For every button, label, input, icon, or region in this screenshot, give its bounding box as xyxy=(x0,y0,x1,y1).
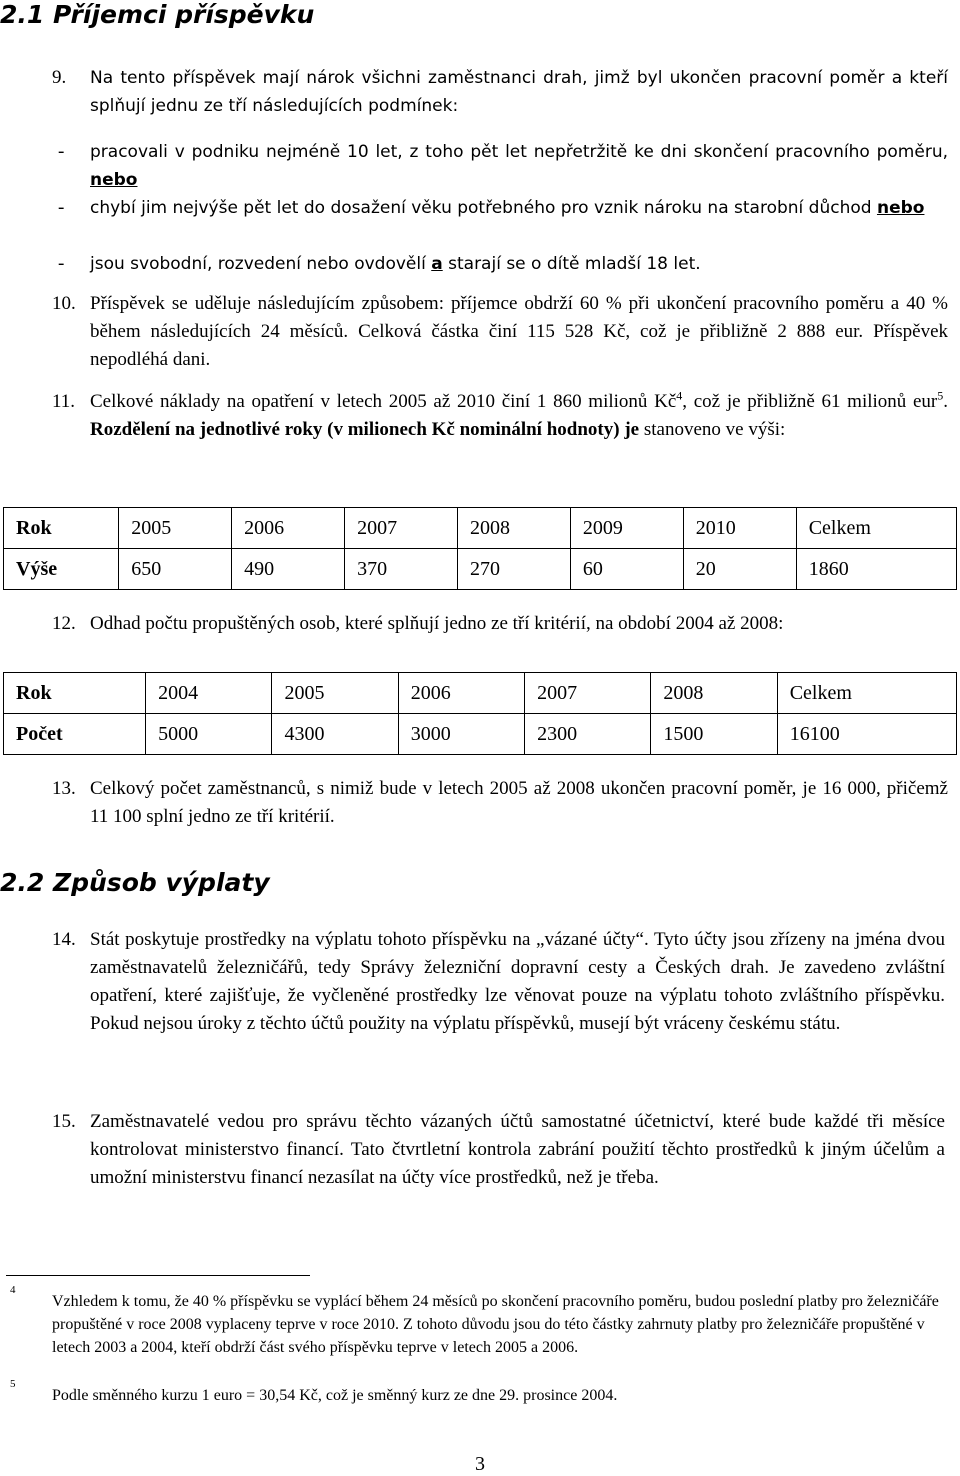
table-cell: 1860 xyxy=(796,549,956,590)
table-row xyxy=(4,549,957,590)
footnote-number: 5 xyxy=(10,1378,16,1390)
paragraph-number: 14. xyxy=(52,929,76,950)
table-cell: 370 xyxy=(345,549,458,590)
table-cell: 2006 xyxy=(398,673,524,714)
table-cell: 5000 xyxy=(146,714,272,755)
table-cell: 2005 xyxy=(119,508,232,549)
table-cell: 2006 xyxy=(232,508,345,549)
paragraph-14: Stát poskytuje prostředky na výplatu tohoto příspěvku na „vázané účty“. Tyto účty jsou zřízeny na jména dvou zaměstnavatelů železničářů, tedy Správy železniční dopravní cesty a Českých drah. Je zavedeno zvláštní opatření, které zajišťuje, že vyčleněné prostředky lze věnovat pouze na výplatu tohoto zvláštního příspěvku. Pokud nejsou úroky z těchto účtů použity na výplatu příspěvků, musejí být vráceny českému státu. xyxy=(90,929,945,1034)
table-cell: 2300 xyxy=(525,714,651,755)
table-row xyxy=(4,673,957,714)
table-cell: 270 xyxy=(457,549,570,590)
paragraph-11: Celkové náklady na opatření v letech 2005 až 2010 činí 1 860 milionů $Kč^4$, což je přibližně 61 milionů eur$^5$. Rozdělení na jednotlivé roky (v milionech Kč nominální hodnoty) je stanoveno ve výši: xyxy=(90,388,949,440)
footnote-number: 4 xyxy=(10,1284,16,1296)
condition-1: pracovali v podniku nejméně 10 let, z toho pět let nepřetržitě ke dni skončení pracovního poměru, nebo xyxy=(90,142,948,190)
table-cell: 2008 xyxy=(457,508,570,549)
paragraph-number: 15. xyxy=(52,1111,76,1132)
list-dash: - xyxy=(58,253,65,274)
row-header-cell: Výše xyxy=(4,549,119,590)
heading-recipients: 2.1 Příjemci příspěvku xyxy=(0,0,315,29)
paragraph-number: 13. xyxy=(52,778,76,799)
paragraph-13: Celkový počet zaměstnanců, s nimiž bude v letech 2005 až 2008 ukončen pracovní poměr, je 16 000, přičemž 11 100 splní jedno ze tří kritérií. xyxy=(90,778,948,827)
paragraph-number: 10. xyxy=(52,293,76,314)
paragraph-10: Příspěvek se uděluje následujícím způsobem: příjemce obdrží 60 % při ukončení pracovního poměru a 40 % během následujících 24 měsíců. Celková částka činí 115 528 Kč, což je přibližně 2 888 eur. Příspěvek nepodléhá dani. xyxy=(90,293,948,370)
table-row xyxy=(4,714,957,755)
row-header-cell: Počet xyxy=(4,714,146,755)
condition-2: chybí jim nejvýše pět let do dosažení věku potřebného pro vznik nároku na starobní důchod nebo xyxy=(90,198,925,218)
table-cell: 2007 xyxy=(345,508,458,549)
table-cell: 650 xyxy=(119,549,232,590)
table-cell: 2007 xyxy=(525,673,651,714)
footnote-5: Podle směnného kurzu 1 euro = 30,54 Kč, což je směnný kurz ze dne 29. prosince 2004. xyxy=(52,1387,618,1404)
table-cell: 16100 xyxy=(777,714,956,755)
footnote-4: Vzhledem k tomu, že 40 % příspěvku se vyplácí během 24 měsíců po skončení pracovního poměru, budou poslední platby pro železničáře propuštěné v roce 2008 vyplaceny teprve v roce 2010. Z tohoto důvodu jsou do této částky zahrnuty platby pro železničáře propuštěné v letech 2003 a 2004, kteří obdrží část svého příspěvku teprve v letech 2005 a 2006. xyxy=(52,1293,939,1356)
table-cell: 20 xyxy=(683,549,796,590)
table-cell: 3000 xyxy=(398,714,524,755)
table-row xyxy=(4,508,957,549)
paragraph-9-intro: Na tento příspěvek mají nárok všichni zaměstnanci drah, jimž byl ukončen pracovní poměr a kteří splňují jednu ze tří následujících podmínek: xyxy=(90,68,948,116)
table-cell: Celkem xyxy=(796,508,956,549)
table-cell: 60 xyxy=(570,549,683,590)
table-cell: 4300 xyxy=(272,714,398,755)
heading-payment-method: 2.2 Způsob výplaty xyxy=(0,868,270,897)
paragraph-number: 12. xyxy=(52,613,76,634)
table-cell: 2004 xyxy=(146,673,272,714)
table-cell: 2005 xyxy=(272,673,398,714)
page-number: 3 xyxy=(475,1453,485,1475)
table-cell: 2009 xyxy=(570,508,683,549)
condition-3: jsou svobodní, rozvedení nebo ovdovělí a starají se o dítě mladší 18 let. xyxy=(90,254,701,274)
table-cell: 2008 xyxy=(651,673,777,714)
headcount-table xyxy=(3,672,957,755)
list-dash: - xyxy=(58,141,65,162)
row-header-cell: Rok xyxy=(4,673,146,714)
paragraph-number: 9. xyxy=(52,67,67,88)
list-dash: - xyxy=(58,197,65,218)
paragraph-15: Zaměstnavatelé vedou pro správu těchto vázaných účtů samostatné účetnictví, které bude každé tři měsíce kontrolovat ministerstvo financí. Tato čtvrtletní kontrola zabrání použití těchto prostředků k jiným účelům a umožní ministerstvu financí nezasílat na účty více prostředků, než je třeba. xyxy=(90,1111,945,1188)
table-cell: 490 xyxy=(232,549,345,590)
paragraph-12: Odhad počtu propuštěných osob, které splňují jedno ze tří kritérií, na období 2004 až 2008: xyxy=(90,613,784,634)
paragraph-number: 11. xyxy=(52,391,76,412)
table-cell: 1500 xyxy=(651,714,777,755)
table-cell: 2010 xyxy=(683,508,796,549)
cost-table xyxy=(3,507,957,590)
row-header-cell: Rok xyxy=(4,508,119,549)
table-cell: Celkem xyxy=(777,673,956,714)
footnote-separator xyxy=(6,1275,310,1276)
